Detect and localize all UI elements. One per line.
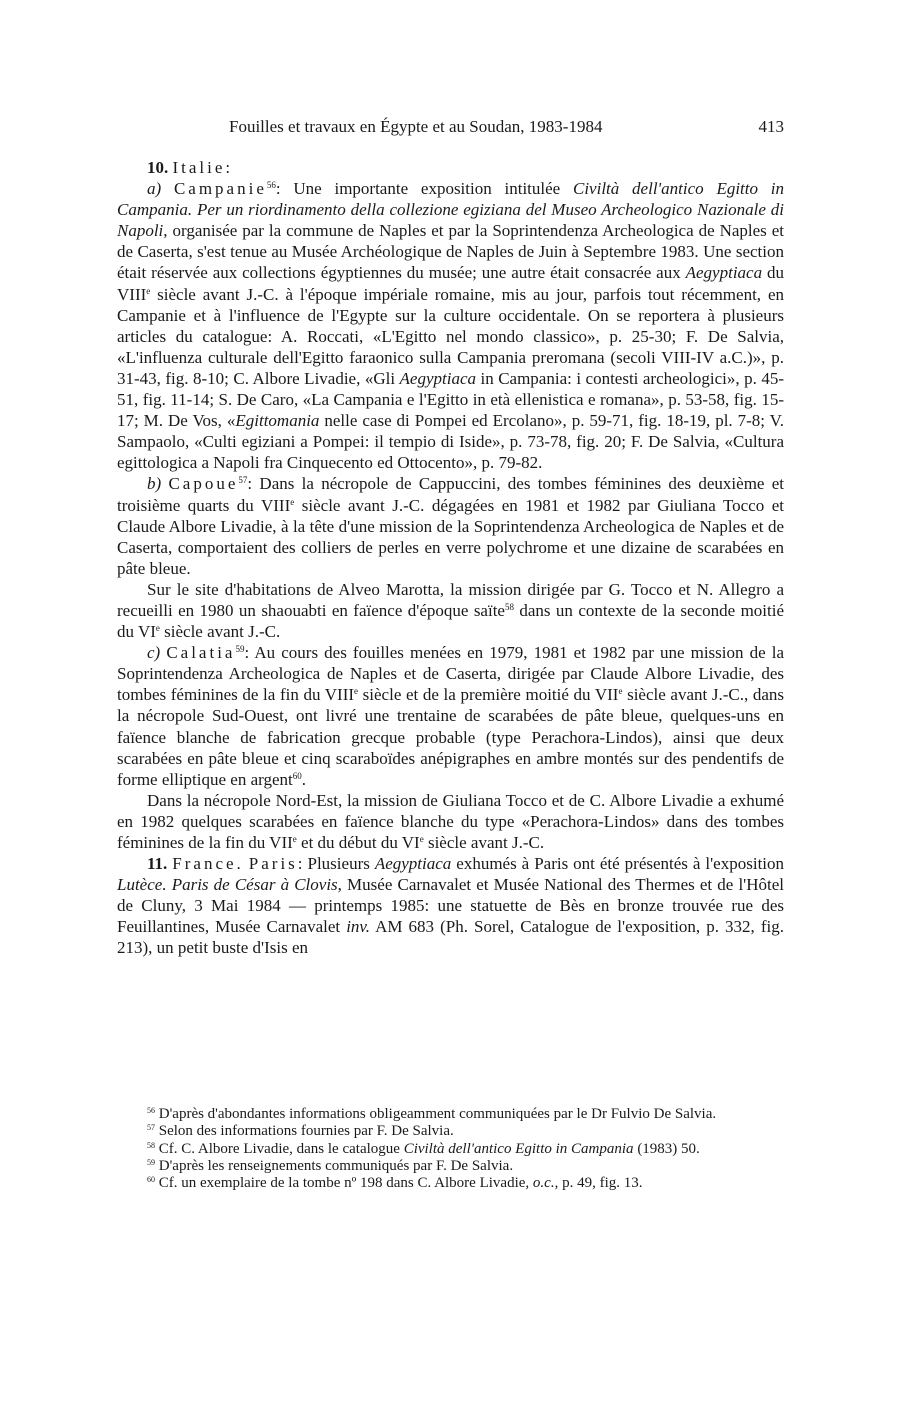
footnote-59: $^{59}$ D'après les renseignements communiqués par F. De Salvia. [147, 1157, 514, 1174]
paragraph-necropole-nord-est: Dans la nécropole Nord-Est, la mission de Giuliana Tocco et de C. Albore Livadie a exhumé en 1982 quelques scarabées en faïence blanche du type «Perachora-Lindos» dans des tombes féminines de la fin du VIIe et du début du VIe siècle avant J.-C. [117, 790, 784, 852]
place-name: Paris [248, 854, 298, 874]
footnote-number: 56 [147, 1106, 155, 1115]
footnote-ref: 58 [504, 601, 514, 612]
item-marker: b) [147, 474, 162, 494]
footnote-ref: 57 [238, 475, 248, 486]
section-heading: France. [172, 854, 244, 874]
page-number: 413 [758, 117, 784, 136]
exhibition-title: Civiltà dell'antico Egitto in Campania. Per un riordinamento della collezione egiziana del Museo Archeologico Nazionale di Napoli [117, 179, 784, 241]
footnote-ref: 56 [266, 180, 276, 191]
footnote-ref: 60 [292, 770, 302, 781]
place-name: Calatia [166, 643, 236, 663]
place-name: Capoue [168, 474, 239, 494]
footnote-ref: 59 [235, 644, 245, 655]
paragraph-alveo-marotta: Sur le site d'habitations de Alveo Marotta, la mission dirigée par G. Tocco et N. Allegro a recueilli en 1980 un shaouabti en faïence d'époque saïte$^{58}$ dans un contexte de la seconde moitié du VIe siècle avant J.-C. [117, 579, 785, 642]
paragraph-france: 11. France. Paris: Plusieurs Aegyptiaca exhumés à Paris ont été présentés à l'exposition Lutèce. Paris de César à Clovis, Musée Carnavalet et Musée National des Thermes et de l'Hôtel de Cluny, 3 Mai 1984 — printemps 1985: une statuette de Bès en bronze trouvée rue des Feuillantines, Musée Carnavalet inv. AM 683 (Ph. Sorel, Catalogue de l'exposition, p. 332, fig. 213), un petit buste d'Isis en [117, 854, 785, 958]
footnotes [117, 1106, 784, 1192]
item-marker: a) [147, 179, 162, 199]
footnote-number: 59 [147, 1157, 155, 1167]
exhibition-title: Lutèce. Paris de César à Clovis [117, 875, 338, 895]
section-number: 10. [147, 158, 169, 177]
section-10-heading [117, 157, 784, 178]
body-text [117, 157, 784, 959]
footnote-number: 58 [147, 1140, 155, 1150]
place-name: Campanie [173, 179, 267, 199]
page-header [117, 116, 784, 138]
paragraph-campanie: a) Campanie$^{56}$: Une importante exposition intitulée Civiltà dell'antico Egitto in Campania. Per un riordinamento della collezione egiziana del Museo Archeologico Nazionale di Napoli, organisée par la commune de Naples et par la Soprintendenza Archeologica de Naples et de Caserta, s'est tenue au Musée Archéologique de Naples de Juin à Septembre 1983. Une section était réservée aux collections égyptiennes du musée; une autre était consacrée aux Aegyptiaca du VIIIe siècle avant J.-C. à l'époque impériale romaine, mis au jour, parfois tout récemment, en Campanie et à l'influence de l'Egypte sur la culture occidentale. On se reportera à plusieurs articles du catalogue: A. Roccati, «L'Egitto nel mondo classico», p. 25-30; F. De Salvia, «L'influenza culturale dell'Egitto faraonico sulla Campania preromana (secoli VIII-IV a.C.)», p. 31-43, fig. 8-10; C. Albore Livadie, «Gli Aegyptiaca in Campania: i contesti archeologici», p. 45-51, fig. 11-14; S. De Caro, «La Campania e l'Egitto in età ellenistica e romana», p. 53-58, fig. 15-17; M. De Vos, «Egittomania nelle case di Pompei ed Ercolano», p. 59-71, fig. 18-19, pl. 7-8; V. Sampaolo, «Culti egiziani a Pompei: il tempio di Iside», p. 73-78, fig. 20; F. De Salvia, «Cultura egittologica a Napoli fra Cinquecento ed Ottocento», p. 79-82. [117, 179, 785, 473]
paragraph-capoue: b) Capoue$^{57}$: Dans la nécropole de Cappuccini, des tombes féminines des deuxième et troisième quarts du VIIIe siècle avant J.-C. dégagées en 1981 et 1982 par Giuliana Tocco et Claude Albore Livadie, à la tête d'une mission de la Soprintendenza Archeologica de Naples et de Caserta, comportaient des colliers de perles en verre polychrome et une dizaine de scarabées en pâte bleue. [117, 474, 785, 578]
section-number: 11. [147, 854, 168, 874]
footnote-number: 60 [147, 1175, 155, 1185]
paragraph-calatia: c) Calatia$^{59}$: Au cours des fouilles menées en 1979, 1981 et 1982 par une mission de la Soprintendenza Archeologica de Naples et de Caserta, dirigée par Claude Albore Livadie, des tombes féminines de la fin du VIIIe siècle et de la première moitié du VIIe siècle avant J.-C., dans la nécropole Sud-Ouest, ont livré une trentaine de scarabées de pâte bleue, quelques-uns en faïence blanche de fabrication grecque probable (type Perachora-Lindos), ainsi que deux scarabées en pâte bleue et cinq scaraboïdes anépigraphes en ambre montés sur des pendentifs de forme elliptique en argent$^{60}$. [117, 643, 785, 789]
footnote-58: $^{58}$ Cf. C. Albore Livadie, dans le catalogue Civiltà dell'antico Egitto in Campania (1983) 50. [147, 1140, 700, 1157]
footnote-56: $^{56}$ D'après d'abondantes informations obligeamment communiquées par le Dr Fulvio De Salvia. [147, 1106, 717, 1122]
running-title: Fouilles et travaux en Égypte et au Soudan, 1983-1984 [229, 117, 603, 136]
item-marker: c) [147, 643, 161, 663]
footnote-60: $^{60}$ Cf. un exemplaire de la tombe nº 198 dans C. Albore Livadie, o.c., p. 49, fig. 13. [147, 1175, 643, 1192]
footnote-number: 57 [147, 1123, 155, 1133]
footnote-57: $^{57}$ Selon des informations fournies par F. De Salvia. [147, 1123, 454, 1140]
section-heading: Italie: [172, 158, 234, 177]
